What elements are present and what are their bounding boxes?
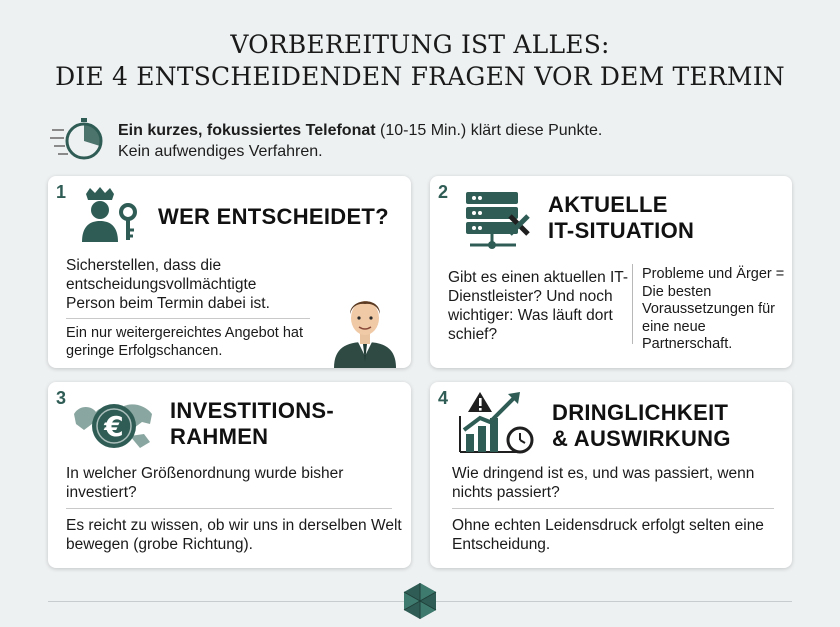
card-title-line2: RAHMEN: [170, 424, 269, 449]
card-text: In welcher Größenordnung wurde bisher investiert?: [66, 465, 344, 501]
card-text: Sicherstellen, dass die entscheidungsvollmächtigte Person beim Termin dabei ist.: [66, 257, 270, 312]
card-number: 3: [56, 388, 67, 408]
intro-bold: Ein kurzes, fokussiertes Telefonat: [118, 122, 376, 139]
svg-text:€: €: [104, 410, 124, 443]
card-title: WER ENTSCHEIDET?: [158, 204, 389, 229]
businessman-icon: [332, 286, 398, 368]
stopwatch-icon: [48, 116, 106, 164]
card-note: Ein nur weitergereichtes Angebot hat geringe Erfolgschancen.: [66, 325, 303, 359]
clock-icon: [508, 428, 532, 452]
divider: [66, 508, 392, 509]
divider: [452, 508, 774, 509]
card-title-line2: & AUSWIRKUNG: [552, 426, 731, 451]
card-number: 4: [438, 388, 449, 408]
server-rack-icon: [464, 190, 532, 250]
card-title-line1: INVESTITIONS-: [170, 398, 335, 423]
divider: [66, 318, 310, 319]
euro-globe-icon: [72, 396, 156, 454]
card-dringlichkeit: [430, 382, 792, 568]
card-title-line1: AKTUELLE: [548, 192, 668, 217]
crowned-person-icon: [76, 186, 142, 244]
intro-text: [118, 120, 602, 162]
card-it-situation: [430, 176, 792, 368]
card-note: Ohne echten Leidensdruck erfolgt selten eine Entscheidung.: [452, 517, 764, 553]
warning-icon: [468, 392, 492, 412]
card-wer-entscheidet: [48, 176, 411, 368]
card-note: Es reicht zu wissen, ob wir uns in derselben Welt bewegen (grobe Richtung).: [66, 517, 402, 553]
card-left-text: Gibt es einen aktuellen IT-Dienstleister? Und noch wichtiger: Was läuft dort schief?: [448, 269, 629, 343]
intro-line2: Kein aufwendiges Verfahren.: [118, 143, 323, 160]
card-text: Wie dringend ist es, und was passiert, wenn nichts passiert?: [452, 465, 755, 501]
card-investitionsrahmen: [48, 382, 411, 568]
hexagon-logo-icon: [402, 582, 438, 620]
page-title-line2: DIE 4 ENTSCHEIDENDEN FRAGEN VOR DEM TERMIN: [55, 62, 785, 91]
card-number: 1: [56, 182, 67, 202]
card-title-line1: DRINGLICHKEIT: [552, 400, 729, 425]
growth-chart-icon: [458, 390, 536, 454]
card-number: 2: [438, 182, 449, 202]
card-title-line2: IT-SITUATION: [548, 218, 695, 243]
intro-rest: (10-15 Min.) klärt diese Punkte.: [375, 122, 603, 139]
card-right-text: Probleme und Ärger = Die besten Voraussetzungen für eine neue Partnerschaft.: [642, 266, 785, 352]
page-title-line1: VORBEREITUNG IST ALLES:: [230, 30, 610, 59]
intro-section: [48, 116, 808, 166]
vertical-divider: [632, 264, 633, 344]
